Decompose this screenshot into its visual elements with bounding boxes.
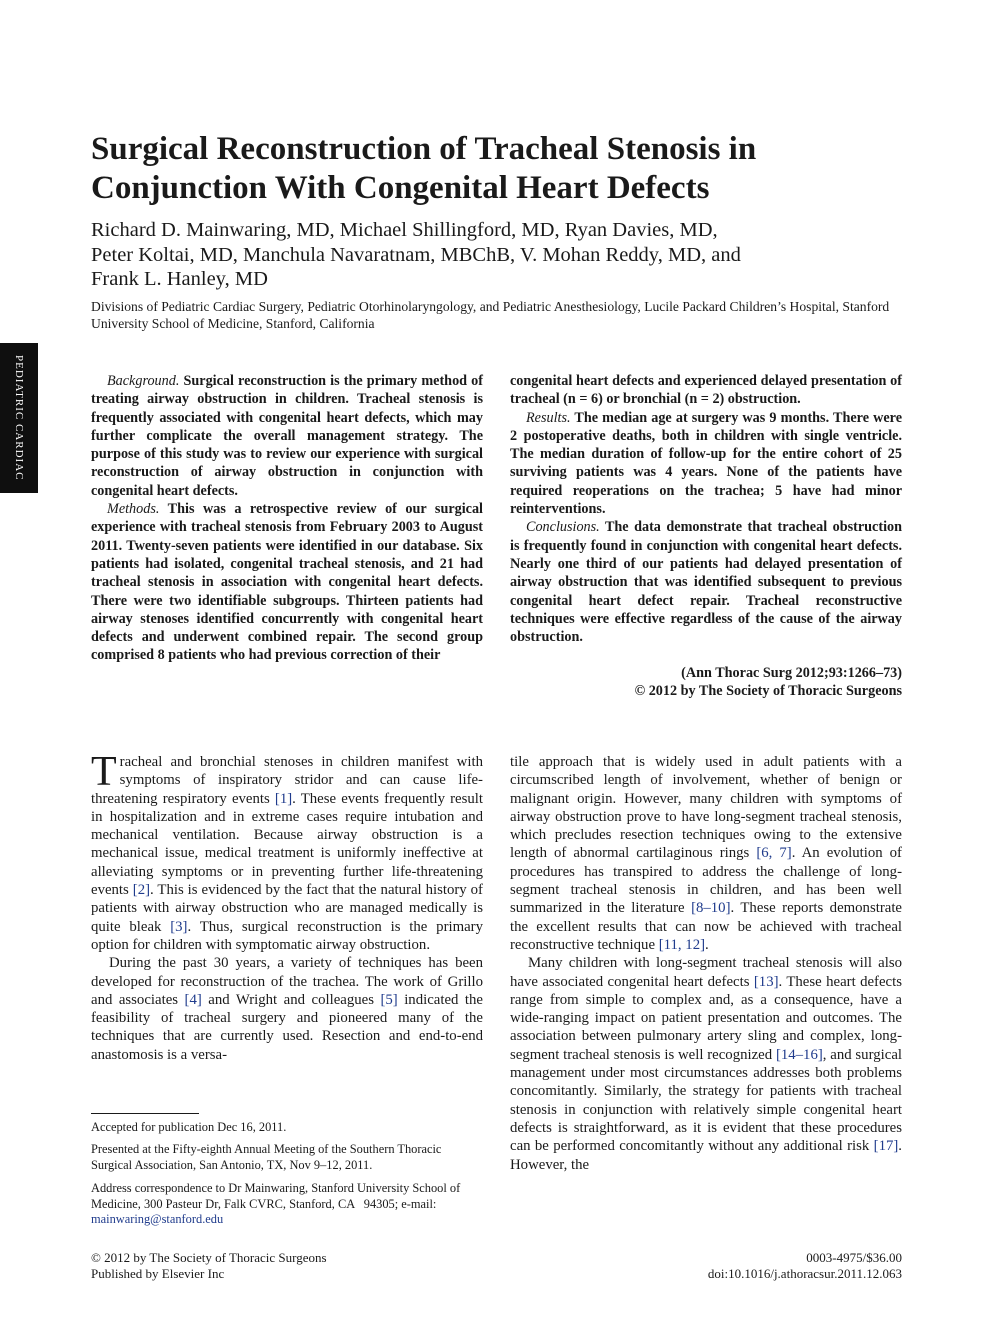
reference-link[interactable]: [6, 7]	[756, 845, 792, 862]
footnote-text: Accepted for publication Dec 16, 2011.	[91, 1120, 287, 1134]
body-paragraph	[510, 753, 902, 954]
title-line: Surgical Reconstruction of Tracheal Stenosis in	[91, 131, 757, 167]
article-title	[91, 130, 911, 208]
author-line: Frank L. Hanley, MD	[91, 268, 268, 290]
journal-citation: (Ann Thorac Surg 2012;93:1266–73)	[681, 665, 902, 681]
reference-link[interactable]: [13]	[753, 973, 779, 990]
body-text: and Wright and colleagues	[201, 991, 381, 1008]
body-left-column	[91, 749, 484, 1064]
footer-issn: 0003-4975/$36.00	[806, 1250, 902, 1265]
body-text: indicated the feasibility of tracheal surgery and pioneered many of the techniques that are currently used. Resection and end-to-end anastomosis is a versa-	[91, 991, 483, 1063]
footer-doi: doi:10.1016/j.athoracsur.2011.12.063	[707, 1266, 902, 1281]
body-text: . This is evidenced by the fact that the natural history of patients with airway obstruction who are managed medically is quite bleak	[91, 882, 483, 935]
reference-link[interactable]: [1]	[274, 790, 293, 807]
footer-right	[600, 1250, 902, 1282]
abstract-copyright: © 2012 by The Society of Thoracic Surgeons	[634, 683, 902, 700]
abstract-background	[91, 372, 483, 500]
body-paragraph	[510, 954, 902, 1174]
title-line: Conjunction With Congenital Heart Defects	[91, 170, 710, 206]
address-text: Address correspondence to Dr Mainwaring, Stanford University School of Medicine, 300 Pasteur Dr, Falk CVRC, Stanford, CA 94305; e-mail:	[91, 1181, 461, 1211]
author-line: Richard D. Mainwaring, MD, Michael Shillingford, MD, Ryan Davies, MD,	[91, 219, 718, 241]
results-label: Results.	[526, 409, 571, 426]
background-label: Background.	[107, 373, 180, 389]
abstract-right-column	[510, 372, 902, 646]
affiliation: Divisions of Pediatric Cardiac Surgery, Pediatric Otorhinolaryngology, and Pediatric Anesthesiology, Lucile Packard Children’s Hospital, Stanford University School of Medicine, Stanford, California	[91, 299, 890, 331]
abstract-left-column	[91, 372, 483, 665]
body-text: . These events frequently result in hospitalization and in extreme cases require intubation and mechanical ventilation. Because airway obstruction is a mechanical issue, medical treatment is uniformly ineffective at alleviating symptoms or in preventing further life-threatening events	[91, 790, 483, 899]
body-text: racheal and bronchial stenoses in children manifest with symptoms of inspiratory stridor and can cause life-threatening respiratory events	[91, 754, 483, 807]
body-text: . However, the	[510, 1138, 902, 1173]
email-link[interactable]: mainwaring@stanford.edu	[91, 1212, 224, 1226]
abstract-methods	[91, 500, 483, 665]
footnote-presented	[91, 1142, 483, 1173]
body-text: Many children with long-segment tracheal stenosis will also have associated congenital heart defects	[510, 955, 902, 990]
footer-publisher: Published by Elsevier Inc	[91, 1266, 225, 1281]
body-text: .	[705, 936, 709, 953]
footnote-address	[91, 1181, 483, 1228]
author-line: Peter Koltai, MD, Manchula Navaratnam, MBChB, V. Mohan Reddy, MD, and	[91, 243, 741, 266]
abstract-citation-block	[510, 664, 902, 701]
body-paragraph	[91, 954, 483, 1064]
section-tab-label: PEDIATRIC CARDIAC	[13, 355, 25, 481]
body-text: . These heart defects range from simple to complex and, as a consequence, have a wide-ranging impact on patient presentation and outcomes. The association between pulmonary artery sling and complex, long-segment tracheal stenosis is well recognized	[510, 973, 902, 1063]
footer-left	[91, 1250, 327, 1282]
reference-link[interactable]: [2]	[132, 882, 151, 899]
footnote-divider	[91, 1113, 199, 1114]
methods-label: Methods.	[107, 501, 160, 518]
conclusions-text: The data demonstrate that tracheal obstruction is frequently found in conjunction with congenital heart defects. Nearly one third of our patients had delayed presentation of airway obstruction that was identified subsequent to previous congenital heart defect repair. Tracheal reconstructive techniques were effective regardless of the cause of the airway obstruction.	[510, 519, 902, 646]
body-text: tile approach that is widely used in adult patients with a circumscribed length of involvement, whether of benign or malignant origin. However, many children with symptoms of airway obstruction prove to have long-segment tracheal stenosis, which precludes resection techniques owing to the extensive length of abnormal cartilaginous rings	[510, 754, 902, 862]
reference-link[interactable]: [4]	[184, 991, 202, 1008]
body-text: , and surgical management under most circumstances addresses both problems concomitantly. Similarly, the strategy for patients with tracheal stenosis in conjunction with relatively simple congenital heart defects is straightforward, as it is evident that these procedures can be performed concomitantly without any additional risk	[510, 1046, 902, 1155]
background-text: Surgical reconstruction is the primary method of treating airway obstruction in children. Tracheal stenosis is frequently associated with congenital heart defects, which may further complicate the overall management strategy. The purpose of this study was to review our experience with surgical reconstruction of airway obstruction in conjunction with congenital heart defects.	[91, 373, 483, 499]
abstract-results	[510, 409, 902, 519]
body-text: . These reports demonstrate the excellent results that can now be achieved with tracheal reconstructive technique	[510, 900, 902, 953]
results-text: The median age at surgery was 9 months. There were 2 postoperative deaths, both in children with single ventricle. The median duration of follow-up for the entire cohort of 25 surviving patients was 4 years. None of the patients have required reoperations on the trachea; 5 have had minor reinterventions.	[510, 409, 902, 518]
footnote-text: Presented at the Fifty-eighth Annual Meeting of the Southern Thoracic Surgical Association, San Antonio, TX, Nov 9–12, 2011.	[91, 1142, 442, 1172]
reference-link[interactable]: [14–16]	[775, 1046, 823, 1063]
body-text: . Thus, surgical reconstruction is the primary option for children with symptomatic airway obstruction.	[91, 918, 484, 953]
body-text: . An evolution of procedures has transpired to address the challenge of long-segment tracheal stenosis in children, and has been well summarized in the literature	[510, 845, 902, 917]
drop-cap: T	[91, 749, 117, 795]
body-paragraph	[91, 749, 484, 954]
reference-link[interactable]: [3]	[170, 918, 188, 935]
section-tab	[0, 343, 38, 493]
reference-link[interactable]: [17]	[873, 1138, 899, 1155]
footnote-accepted	[91, 1120, 483, 1136]
body-text: During the past 30 years, a variety of techniques has been developed for reconstruction of the trachea. The work of Grillo and associates	[91, 955, 483, 1008]
reference-link[interactable]: [8–10]	[691, 900, 731, 917]
footnote-text	[91, 1181, 483, 1228]
conclusions-label: Conclusions.	[526, 519, 600, 536]
reference-link[interactable]: [11, 12]	[658, 936, 706, 953]
reference-link[interactable]: [5]	[380, 991, 398, 1008]
abstract-conclusions	[510, 518, 902, 646]
footer-copyright: © 2012 by The Society of Thoracic Surgeons	[91, 1250, 327, 1265]
body-right-column	[510, 753, 902, 1174]
author-list	[91, 218, 911, 292]
abstract-methods-cont: congenital heart defects and experienced delayed presentation of tracheal (n = 6) or bronchial (n = 2) obstruction.	[510, 373, 902, 408]
methods-text: This was a retrospective review of our surgical experience with tracheal stenosis from February 2003 to August 2011. Twenty-seven patients were identified in our database. Six patients had isolated, congenital tracheal stenosis, and 21 had tracheal stenosis in association with congenital heart defects. There were two identifiable subgroups. Thirteen patients had airway stenoses identified concurrently with congenital heart defects and underwent combined repair. The second group comprised 8 patients who had previous correction of their	[91, 501, 483, 664]
